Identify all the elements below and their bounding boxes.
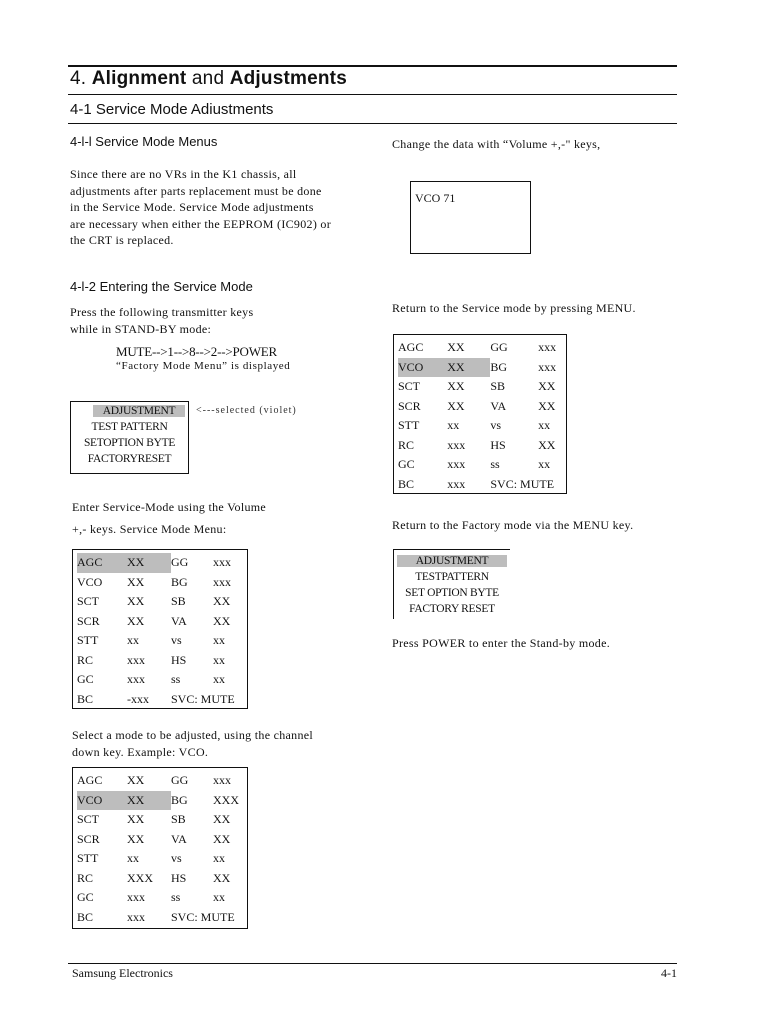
menu-row: [398, 397, 566, 417]
menu-cell: XX: [538, 379, 556, 394]
menu-cell: xx: [538, 457, 551, 472]
menu-cell: xxx: [447, 476, 466, 491]
menu-cell: xx: [213, 633, 225, 648]
footer-company: Samsung Electronics: [72, 966, 173, 980]
vco-value: VCO 71: [415, 191, 456, 205]
menu-cell: BG: [490, 359, 508, 374]
menu-cell: BC: [77, 909, 94, 924]
menu-cell: xxx: [213, 555, 231, 570]
menu-cell: VA: [171, 831, 187, 846]
menu-cell: STT: [77, 851, 99, 866]
menu-cell: SB: [490, 379, 506, 394]
menu-cell: xxx: [127, 672, 145, 687]
menu-cell: SCR: [77, 831, 100, 846]
menu-cell: xx: [127, 851, 139, 866]
menu-cell: xxx: [538, 340, 557, 355]
service-menu-table-3: [398, 338, 566, 494]
menu-cell: ss: [490, 457, 500, 472]
change-data-text: Change the data with “Volume +,-" keys,: [392, 137, 601, 151]
menu-row: [77, 573, 247, 593]
menu-cell: SCR: [77, 613, 100, 628]
select-mode-text: Select a mode to be adjusted, using the channel down key. Example: VCO.: [72, 728, 314, 759]
factory-menu-displayed-note: “Factory Mode Menu” is displayed: [116, 360, 291, 372]
menu-cell: XX: [213, 613, 231, 628]
menu-row: [77, 908, 247, 928]
menu-cell: SCT: [398, 379, 421, 394]
section-title: 4-1 Service Mode Adiustments: [70, 101, 274, 118]
menu-cell: xx: [213, 890, 225, 905]
menu-cell: XX: [127, 791, 171, 811]
service-menu-box-2: [72, 767, 248, 929]
menu-row: [398, 475, 566, 495]
subsection-title-menus: 4-l-l Service Mode Menus: [70, 134, 218, 149]
menu-cell: SVC: MUTE: [490, 476, 555, 491]
menu-row: [77, 631, 247, 651]
menu-cell: xxx: [213, 773, 231, 788]
menu-cell: RC: [77, 652, 94, 667]
menu-row: [398, 377, 566, 397]
footer-page-number: 4-1: [661, 966, 677, 980]
footer-rule: [68, 963, 677, 964]
menu-cell: SB: [171, 594, 186, 609]
top-rule: [68, 65, 677, 67]
menu-cell: BC: [398, 476, 415, 491]
menu-cell: xxx: [127, 652, 145, 667]
menu-cell: GC: [77, 890, 94, 905]
menu-cell: xx: [213, 672, 225, 687]
factory-menu-item-factory-reset: FACTORYRESET: [87, 453, 172, 465]
menu-row: [77, 849, 247, 869]
menu-cell: XX: [447, 340, 465, 355]
menu-cell: VCO: [398, 358, 447, 378]
menu-cell: RC: [77, 870, 94, 885]
menu-cell: XX: [127, 594, 145, 609]
menu-cell: RC: [398, 437, 415, 452]
menu-cell: BC: [77, 691, 94, 706]
menu-cell: XX: [213, 870, 231, 885]
menu-cell: SCT: [77, 594, 100, 609]
menu-cell: SB: [171, 812, 186, 827]
service-menu-table-1: [77, 553, 247, 709]
factory-menu-item-adjustment: ADJUSTMENT: [397, 555, 507, 567]
menu-cell: XX: [447, 379, 465, 394]
menu-cell: xxx: [213, 574, 231, 589]
menu-cell: AGC: [77, 773, 103, 788]
section-rule: [68, 123, 677, 124]
menu-cell: GG: [171, 773, 189, 788]
return-service-text: Return to the Service mode by pressing MENU.: [392, 301, 636, 315]
menu-row: [398, 455, 566, 475]
menu-row: [398, 436, 566, 456]
factory-menu-box-left: [70, 401, 189, 474]
service-menu-table-2: [77, 771, 247, 927]
factory-menu-item-set-option-byte: SET OPTION BYTE: [405, 587, 499, 599]
menu-cell: XXX: [127, 870, 153, 885]
menu-cell: ss: [171, 672, 181, 687]
menu-row: [77, 670, 247, 690]
menu-cell: AGC: [398, 340, 424, 355]
menu-row: [77, 771, 247, 791]
service-menu-box-3: [393, 334, 567, 494]
power-text: Press POWER to enter the Stand-by mode.: [392, 636, 611, 650]
menu-cell: xxx: [127, 890, 145, 905]
menu-cell: vs: [171, 633, 182, 648]
menu-cell: GC: [77, 672, 94, 687]
menu-cell: STT: [77, 633, 99, 648]
menu-cell: VA: [171, 613, 187, 628]
entering-paragraph: Press the following transmitter keys while in STAND-BY mode:: [70, 305, 254, 336]
menu-row: [398, 416, 566, 436]
menu-row: [77, 612, 247, 632]
menu-row: [77, 553, 247, 573]
menu-cell: XX: [127, 812, 145, 827]
selected-note: <---selected (violet): [196, 405, 297, 416]
menu-cell: XXX: [213, 792, 239, 807]
menu-cell: VCO: [77, 574, 103, 589]
menu-cell: xx: [213, 652, 225, 667]
menu-row: [77, 810, 247, 830]
menu-cell: ss: [171, 890, 181, 905]
menu-cell: SCT: [77, 812, 100, 827]
key-sequence: MUTE-->1-->8-->2-->POWER: [116, 344, 277, 359]
menu-cell: -xxx: [127, 691, 149, 706]
menu-row: [77, 830, 247, 850]
factory-menu-item-adjustment: ADJUSTMENT: [93, 405, 185, 417]
service-menu-box-1: [72, 549, 248, 709]
title-rule: [68, 94, 677, 95]
intro-paragraph: Since there are no VRs in the K1 chassis, all adjustments after parts replacement must be done in the Service Mode. Service Mode adjustments are necessary when either the EEPROM (IC902) or the CRT is replaced.: [70, 167, 332, 247]
menu-cell: AGC: [77, 553, 127, 573]
menu-row: [398, 338, 566, 358]
menu-cell: XX: [127, 574, 145, 589]
menu-cell: XX: [213, 812, 231, 827]
menu-row: [398, 358, 566, 378]
menu-cell: STT: [398, 418, 420, 433]
menu-cell: XX: [538, 398, 556, 413]
menu-cell: SVC: MUTE: [171, 909, 235, 924]
menu-cell: XX: [447, 358, 490, 378]
chapter-title: 4. Alignment and Adjustments: [70, 68, 347, 89]
menu-cell: xxx: [127, 909, 145, 924]
menu-cell: SCR: [398, 398, 421, 413]
menu-cell: xxx: [447, 437, 466, 452]
menu-row: [77, 592, 247, 612]
menu-cell: GC: [398, 457, 415, 472]
menu-cell: XX: [538, 437, 556, 452]
return-factory-text: Return to the Factory mode via the MENU key.: [392, 518, 634, 532]
factory-menu-item-factory-reset: FACTORY RESET: [409, 603, 495, 615]
subsection-title-entering: 4-l-2 Entering the Service Mode: [70, 279, 253, 294]
menu-row: [77, 690, 247, 710]
menu-cell: xx: [213, 851, 225, 866]
menu-cell: HS: [171, 870, 187, 885]
vco-value-box: [410, 181, 531, 254]
factory-menu-box-right: [393, 549, 510, 619]
menu-cell: GG: [171, 555, 189, 570]
menu-cell: XX: [127, 773, 145, 788]
menu-cell: vs: [490, 418, 502, 433]
menu-cell: VA: [490, 398, 507, 413]
menu-cell: SVC: MUTE: [171, 691, 235, 706]
menu-cell: xx: [447, 418, 460, 433]
factory-menu-item-set-option-byte: SETOPTION BYTE: [83, 437, 176, 449]
menu-cell: BG: [171, 792, 188, 807]
menu-cell: xxx: [538, 359, 557, 374]
menu-cell: GG: [490, 340, 508, 355]
menu-cell: xxx: [447, 457, 466, 472]
menu-cell: XX: [447, 398, 465, 413]
menu-cell: XX: [127, 613, 145, 628]
menu-cell: xx: [127, 633, 139, 648]
menu-cell: HS: [490, 437, 506, 452]
menu-cell: BG: [171, 574, 188, 589]
menu-cell: VCO: [77, 791, 127, 811]
menu-row: [77, 888, 247, 908]
enter-service-text: Enter Service-Mode using the Volume +,- keys. Service Mode Menu:: [72, 500, 267, 536]
menu-row: [77, 869, 247, 889]
factory-menu-item-test-pattern: TESTPATTERN: [415, 571, 489, 583]
factory-menu-item-test-pattern: TEST PATTERN: [91, 421, 168, 433]
menu-cell: XX: [213, 594, 231, 609]
menu-cell: xx: [538, 418, 551, 433]
menu-cell: HS: [171, 652, 187, 667]
menu-row: [77, 651, 247, 671]
menu-cell: vs: [171, 851, 182, 866]
menu-row: [77, 791, 247, 811]
menu-cell: XX: [127, 831, 145, 846]
menu-cell: XX: [127, 553, 171, 573]
menu-cell: XX: [213, 831, 231, 846]
